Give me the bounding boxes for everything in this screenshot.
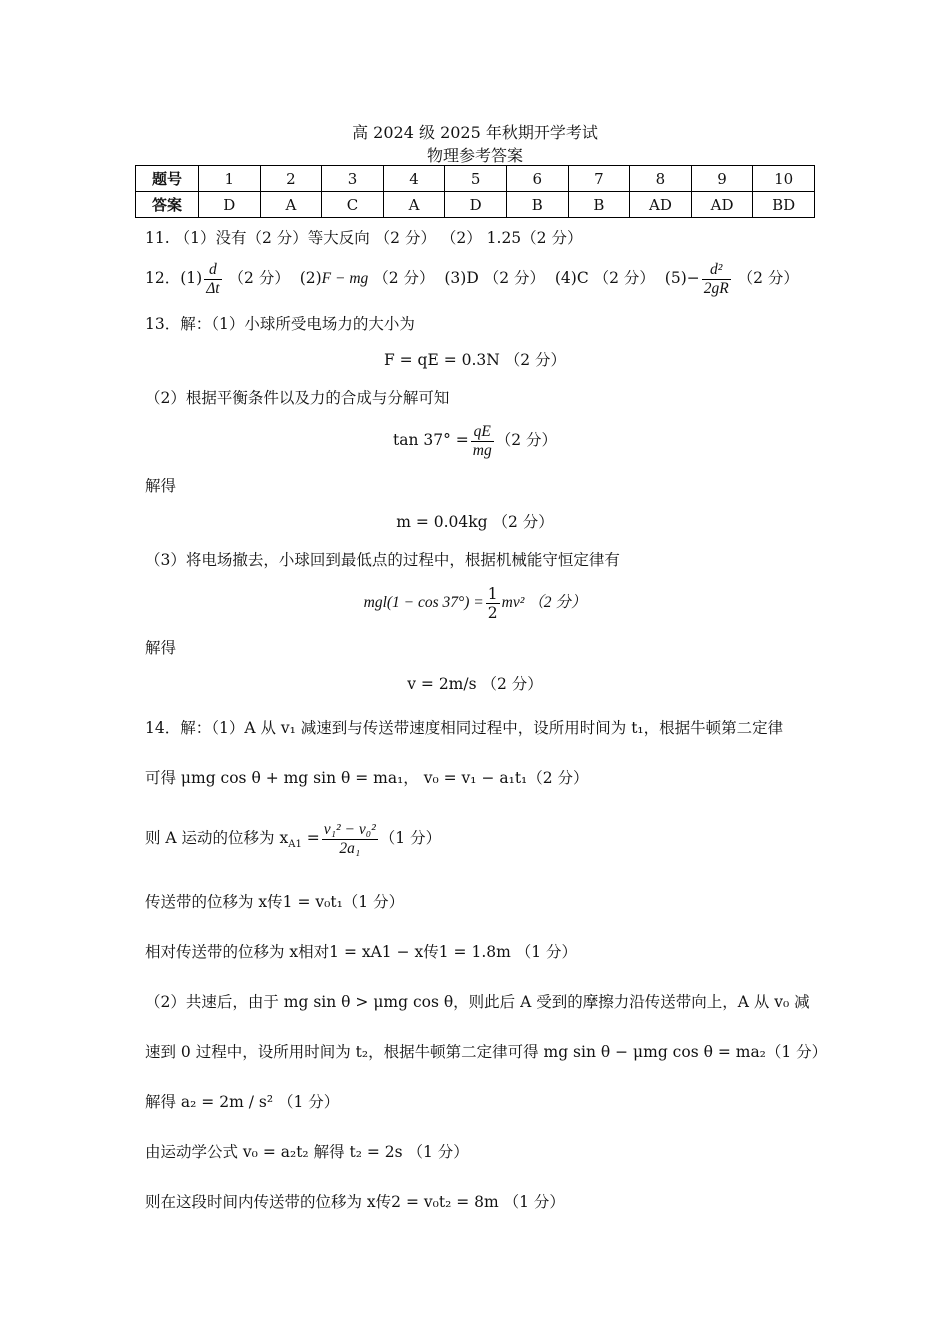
exam-subtitle: 物理参考答案 xyxy=(426,146,523,165)
q13-eq4-den: 2 xyxy=(487,603,498,622)
table-cell: A xyxy=(260,192,322,218)
table-cell: 8 xyxy=(630,166,692,192)
q13-eq4-left: mgl(1 − cos 37°) = xyxy=(363,594,484,611)
q14-line-10: 则在这段时间内传送带的位移为 x传2 = v₀t₂ = 8m （1 分） xyxy=(145,1193,565,1211)
q13-eq4-num: 1 xyxy=(487,584,498,603)
row-label-number: 题号 xyxy=(136,166,199,192)
q13-part3: （3）将电场撤去，小球回到最低点的过程中，根据机械能守恒定律有 xyxy=(145,551,620,569)
table-cell: 2 xyxy=(260,166,322,192)
table-cell: 1 xyxy=(199,166,261,192)
q12-fraction-5 xyxy=(702,261,731,298)
q14-line-4: 传送带的位移为 x传1 = v₀t₁（1 分） xyxy=(145,893,405,911)
q14-line-9: 由运动学公式 v₀ = a₂t₂ 解得 t₂ = 2s （1 分） xyxy=(145,1143,469,1161)
q12-score: （2 分） xyxy=(483,269,545,287)
q14-line-5: 相对传送带的位移为 x相对1 = xA1 − x传1 = 1.8m （1 分） xyxy=(145,943,578,961)
q14-l3-fraction xyxy=(322,821,378,858)
row-label-answer: 答案 xyxy=(136,192,199,218)
q14-l3-eq: = xyxy=(301,829,320,847)
q14-line-3 xyxy=(145,816,441,867)
q13-eq2-den: mg xyxy=(472,441,492,459)
q12-p4: (4)C xyxy=(554,269,589,287)
q13-eq2-fraction xyxy=(471,423,494,460)
table-cell: 7 xyxy=(568,166,630,192)
q12-p2-expr: F − mg xyxy=(321,270,369,287)
q12-p1-den: Δt xyxy=(206,279,220,297)
q14-l3-prefix: 则 A 运动的位移为 x xyxy=(145,829,289,847)
q12-answer xyxy=(145,258,799,299)
q12-score: （2 分） xyxy=(593,269,655,287)
q14-line-7: 速到 0 过程中，设所用时间为 t₂，根据牛顿第二定律可得 mg sin θ − μmg cos θ = ma₂（1 分） xyxy=(145,1043,828,1061)
q14-l3-num: v₁² − v₀² xyxy=(323,820,376,838)
table-cell: AD xyxy=(691,192,753,218)
q14-l3-sub: A1 xyxy=(288,839,302,851)
q14-l3-den: 2a₁ xyxy=(339,839,361,857)
answer-table xyxy=(135,165,815,218)
table-cell: B xyxy=(568,192,630,218)
q13-intro: 13．解：（1）小球所受电场力的大小为 xyxy=(145,315,415,333)
q12-p3: (3)D xyxy=(444,269,479,287)
q13-eq3: m = 0.04kg （2 分） xyxy=(396,513,554,531)
q13-part2: （2）根据平衡条件以及力的合成与分解可知 xyxy=(145,389,450,407)
table-cell: D xyxy=(199,192,261,218)
table-cell: A xyxy=(383,192,445,218)
table-cell: C xyxy=(322,192,384,218)
table-cell: 4 xyxy=(383,166,445,192)
q14-line-6: （2）共速后，由于 mg sin θ > μmg cos θ，则此后 A 受到的摩擦力沿传送带向上，A 从 v₀ 减 xyxy=(145,993,810,1011)
q14-line-2: 可得 μmg cos θ + mg sin θ = ma₁， v₀ = v₁ − a₁t₁（2 分） xyxy=(145,769,589,787)
table-cell: 3 xyxy=(322,166,384,192)
q12-p5-den: 2gR xyxy=(703,279,729,297)
table-cell: 6 xyxy=(506,166,568,192)
q13-eq2-num: qE xyxy=(471,423,494,442)
q14-line-8: 解得 a₂ = 2m / s² （1 分） xyxy=(145,1093,340,1111)
q14-line-1: 14．解：（1）A 从 v₁ 减速到与传送带速度相同过程中，设所用时间为 t₁，根据牛顿第二定律 xyxy=(145,719,784,737)
table-cell: D xyxy=(445,192,507,218)
q13-eq4 xyxy=(0,580,950,625)
table-cell: 5 xyxy=(445,166,507,192)
q13-eq5: v = 2m/s （2 分） xyxy=(407,675,543,693)
q13-solve1: 解得 xyxy=(145,477,177,495)
q13-eq4-right: mv² （2 分） xyxy=(501,594,587,611)
q13-eq4-fraction xyxy=(486,585,500,622)
q12-score: （2 分） xyxy=(228,269,290,287)
q12-prefix: 12．(1) xyxy=(145,269,203,287)
table-cell: AD xyxy=(630,192,692,218)
q13-eq2 xyxy=(0,418,950,462)
q12-p1-num: d xyxy=(204,261,221,280)
q13-solve2: 解得 xyxy=(145,639,177,657)
table-cell: B xyxy=(506,192,568,218)
exam-title: 高 2024 级 2025 年秋期开学考试 xyxy=(352,123,598,142)
table-cell: 10 xyxy=(753,166,815,192)
table-cell: 9 xyxy=(691,166,753,192)
table-cell: BD xyxy=(753,192,815,218)
q12-score: （2 分） xyxy=(373,269,435,287)
q12-p5-num: d² xyxy=(702,261,731,280)
table-row-numbers xyxy=(136,166,815,192)
q11-answer: 11. （1）没有（2 分）等大反向 （2 分） （2） 1.25（2 分） xyxy=(145,229,583,247)
q12-p2-label: (2) xyxy=(299,269,322,287)
q13-eq2-left: tan 37° = xyxy=(392,431,469,449)
q12-fraction-1 xyxy=(204,261,221,298)
q12-score: （2 分） xyxy=(737,269,799,287)
table-row-answers xyxy=(136,192,815,218)
q12-p5-label: (5)− xyxy=(664,269,700,287)
q13-eq1: F = qE = 0.3N （2 分） xyxy=(383,351,567,369)
q13-eq2-score: （2 分） xyxy=(495,431,558,449)
q14-l3-score: （1 分） xyxy=(379,829,442,847)
